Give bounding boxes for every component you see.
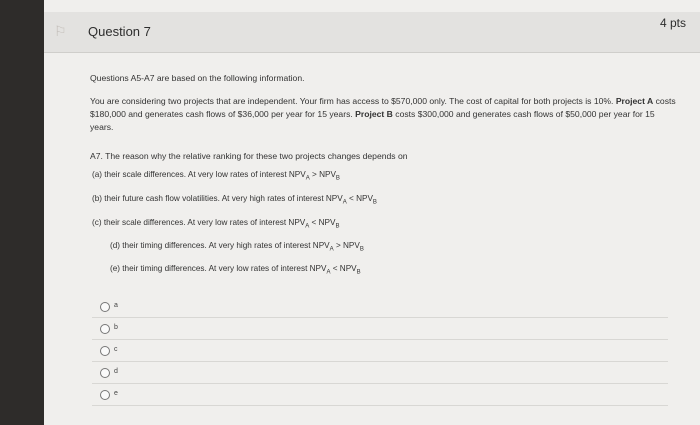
option-text-d: (d) their timing differences. At very high rates of interest $NPV_A > NPV_B$ (110, 241, 364, 253)
para-part-2: costs $180,000 and generates cash flows of $36,000 per year for 15 years. (90, 96, 676, 119)
radio-button[interactable] (100, 324, 110, 334)
option-text-b: (b) their future cash flow volatilities. At very high rates of interest $NPV_A < NPV_B$ (92, 194, 377, 206)
flag-icon[interactable]: ⚐ (54, 23, 67, 39)
answer-label: c (114, 346, 118, 353)
answer-option-c[interactable] (92, 340, 668, 362)
answer-label: a (114, 302, 118, 309)
answer-option-b[interactable] (92, 318, 668, 340)
question-title: Question 7 (88, 24, 151, 39)
intro-text: Questions A5-A7 are based on the following information. (90, 73, 305, 83)
answer-label: e (114, 390, 118, 397)
answer-option-d[interactable] (92, 362, 668, 384)
para-part-3: costs $300,000 and generates cash flows of $50,000 per year for 15 years. (90, 109, 655, 132)
answer-label: d (114, 368, 118, 375)
points-label: 4 pts (659, 16, 686, 30)
radio-button[interactable] (100, 390, 110, 400)
answer-option-e[interactable] (92, 384, 668, 406)
answer-label: b (114, 324, 118, 331)
option-text-a: (a) their scale differences. At very low rates of interest $NPV_A > NPV_B$ (92, 170, 340, 182)
question-stem: A7. The reason why the relative ranking for these two projects changes depends on (90, 151, 408, 161)
project-a-label: Project A (615, 96, 654, 106)
answer-list (92, 296, 668, 406)
project-b-label: Project B (355, 109, 393, 119)
option-text-c: (c) their scale differences. At very low rates of interest $NPV_A < NPV_B$ (92, 218, 340, 230)
radio-button[interactable] (100, 368, 110, 378)
info-paragraph (90, 95, 680, 134)
option-text-e: (e) their timing differences. At very low rates of interest $NPV_A < NPV_B$ (110, 264, 361, 276)
radio-button[interactable] (100, 346, 110, 356)
answer-option-a[interactable] (92, 296, 668, 318)
para-part-1: You are considering two projects that are independent. Your firm has access to $570,000 only. The cost of capital for both projects is 10%. (90, 96, 614, 106)
left-shadow (0, 0, 44, 425)
radio-button[interactable] (100, 302, 110, 312)
